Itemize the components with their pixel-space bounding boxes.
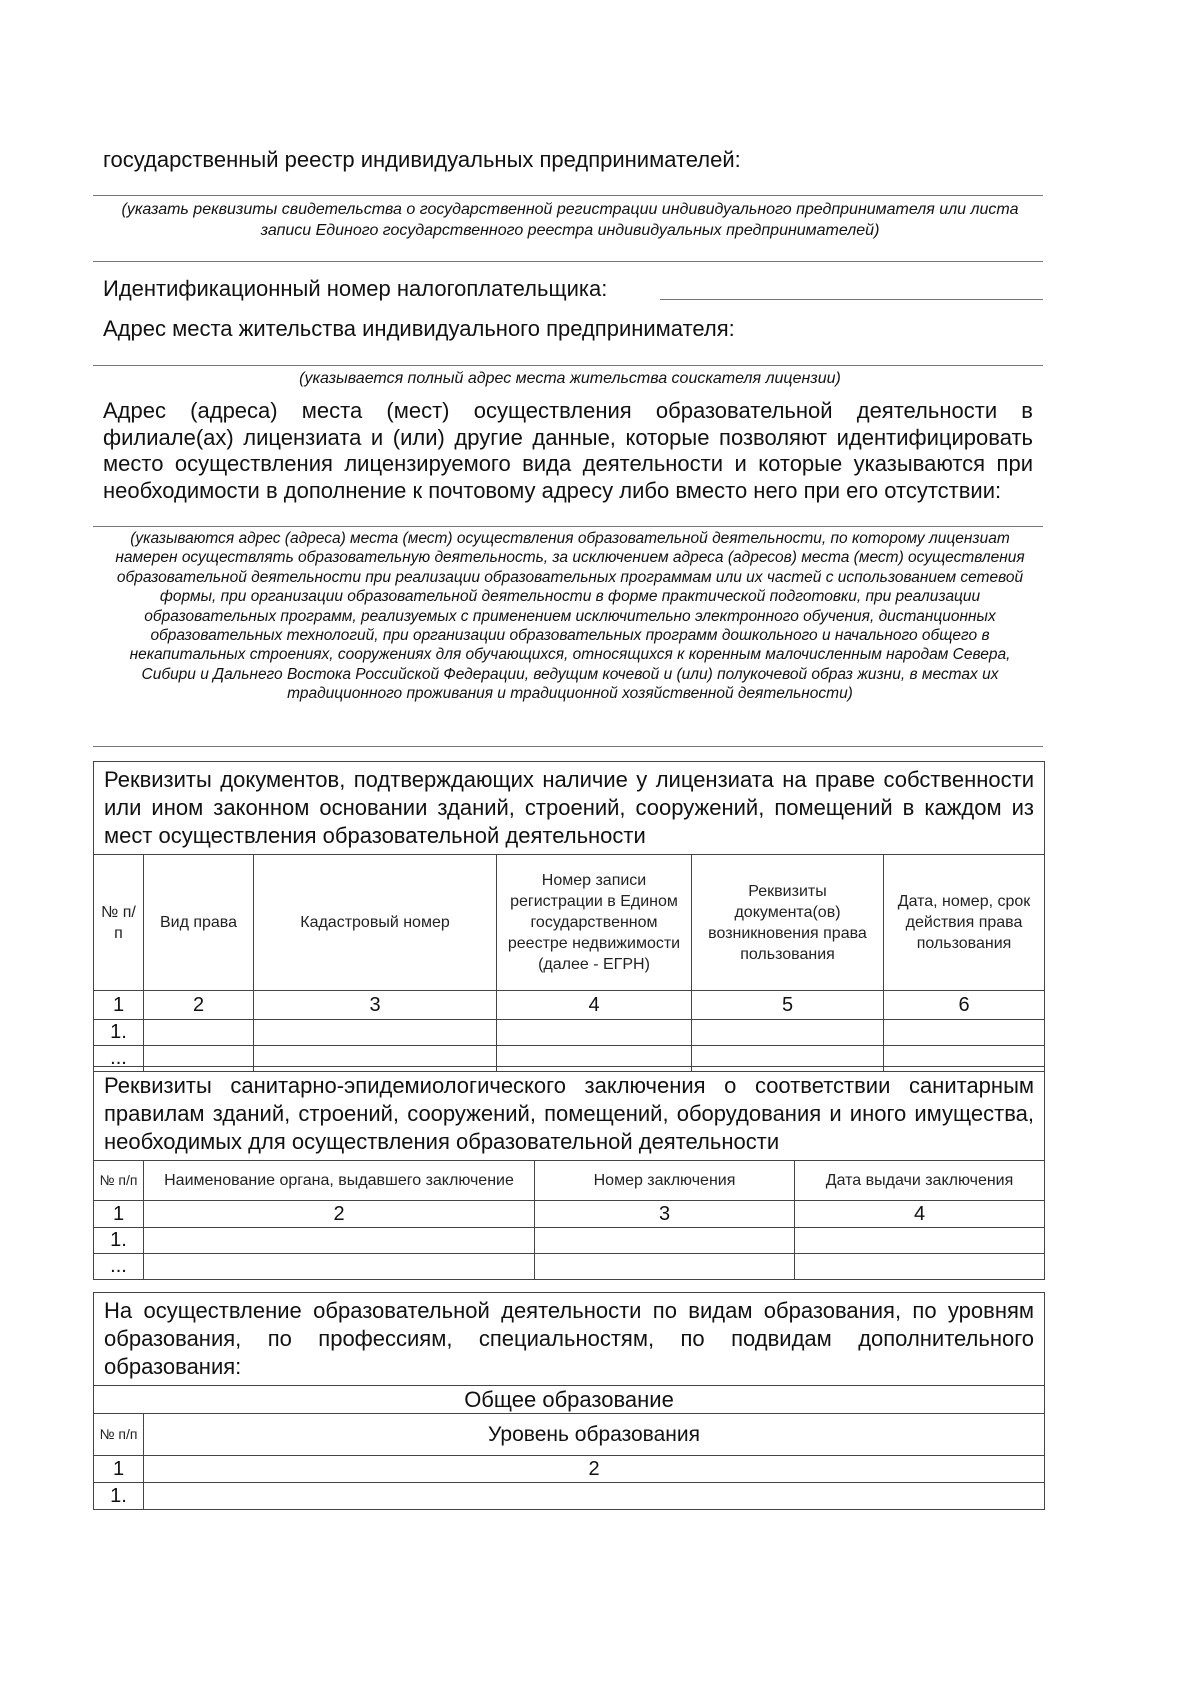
table2-num-3: 3: [535, 1201, 795, 1228]
table2-header-authority: Наименование органа, выдавшего заключение: [144, 1161, 535, 1201]
table1-header-right-type: Вид права: [144, 855, 254, 991]
table-row: [94, 1020, 1045, 1046]
table2-header-number: № п/п: [94, 1161, 144, 1201]
table1-header-number: № п/п: [94, 855, 144, 991]
address-note: (указывается полный адрес места жительства соискателя лицензии): [299, 370, 841, 387]
places-field-line[interactable]: [93, 526, 1043, 527]
table-row: [94, 1483, 1045, 1510]
table1-header-egrn: Номер записи регистрации в Едином государственном реестре недвижимости (далее - ЕГРН): [497, 855, 692, 991]
registry-field-line-2[interactable]: [93, 261, 1043, 262]
table2-cell[interactable]: [795, 1228, 1045, 1254]
table2-cell[interactable]: [144, 1228, 535, 1254]
table1-header-date: Дата, номер, срок действия права пользования: [884, 855, 1045, 991]
table1-cell[interactable]: [254, 1020, 497, 1046]
table1-header-cadastral: Кадастровый номер: [254, 855, 497, 991]
table2-row-label: 1.: [94, 1228, 144, 1254]
places-field-line-2[interactable]: [93, 746, 1043, 747]
table2-caption: Реквизиты санитарно-эпидемиологического заключения о соответствии санитарным правилам зданий, строений, сооружений, помещений, оборудования и иного имущества, необходимых для осуществления образовательной деятельности: [94, 1067, 1045, 1161]
registry-note: (указать реквизиты свидетельства о государственной регистрации индивидуального предпринимателя или листа записи Единого государственного реестра индивидуальных предпринимателей): [121, 201, 1019, 239]
table1-num-2: 2: [144, 991, 254, 1020]
table1-num-6: 6: [884, 991, 1045, 1020]
inn-label: Идентификационный номер налогоплательщика:: [103, 276, 608, 301]
table2-cell[interactable]: [535, 1228, 795, 1254]
table1-num-4: 4: [497, 991, 692, 1020]
table2-cell[interactable]: [144, 1254, 535, 1280]
table1-num-5: 5: [692, 991, 884, 1020]
table3-row-label: 1.: [94, 1483, 144, 1510]
table1-cell[interactable]: [497, 1020, 692, 1046]
table1-num-1: 1: [94, 991, 144, 1020]
address-field-line[interactable]: [93, 365, 1043, 366]
education-levels-table: [93, 1292, 1045, 1510]
table2-cell[interactable]: [535, 1254, 795, 1280]
table-row: [94, 1254, 1045, 1280]
table1-cell[interactable]: [144, 1020, 254, 1046]
table3-caption: На осуществление образовательной деятельности по видам образования, по уровням образования, по профессиям, специальностям, по подвидам дополнительного образования:: [94, 1293, 1045, 1386]
inn-field-line[interactable]: [660, 299, 1043, 300]
places-paragraph: Адрес (адреса) места (мест) осуществления образовательной деятельности в филиале(ах) лицензиата и (или) другие данные, которые позволяют идентифицировать место осуществления лицензируемого вида деятельности и которые указываются при необходимости в дополнение к почтовому адресу либо вместо него при его отсутствии:: [103, 398, 1033, 503]
table1-cell[interactable]: [692, 1020, 884, 1046]
registry-line: государственный реестр индивидуальных предпринимателей:: [103, 147, 741, 172]
sanitary-conclusion-table: [93, 1066, 1045, 1280]
table2-num-2: 2: [144, 1201, 535, 1228]
table3-num-2: 2: [144, 1456, 1045, 1483]
table3-header-level: Уровень образования: [144, 1414, 1045, 1456]
registry-field-line[interactable]: [93, 195, 1043, 196]
table2-cell[interactable]: [795, 1254, 1045, 1280]
table2-num-4: 4: [795, 1201, 1045, 1228]
table2-header-conclusion-number: Номер заключения: [535, 1161, 795, 1201]
table3-header-number: № п/п: [94, 1414, 144, 1456]
address-label: Адрес места жительства индивидуального предпринимателя:: [103, 316, 735, 341]
table1-row-label: 1.: [94, 1020, 144, 1046]
table1-caption: Реквизиты документов, подтверждающих наличие у лицензиата на праве собственности или ином законном основании зданий, строений, сооружений, помещений в каждом из мест осуществления образовательной деятельности: [94, 762, 1045, 855]
table3-num-1: 1: [94, 1456, 144, 1483]
places-note: (указываются адрес (адреса) места (мест) осуществления образовательной деятельности, по которому лицензиат намерен осуществлять образовательную деятельность, за исключением адреса (адресов) места (мест) осуществления образовательной деятельности при реализации образовательных программам или их частей с использованием сетевой формы, при организации образовательной деятельности в форме практической подготовки, при реализации образовательных программ, реализуемых с применением исключительно электронного обучения, дистанционных образовательных технологий, при организации образовательных программ дошкольного и начального общего в некапитальных строениях, сооружениях для обучающихся, относящихся к коренным малочисленным народам Севера, Сибири и Дальнего Востока Российской Федерации, ведущим кочевой и (или) полукочевой образ жизни, в местах их традиционного проживания и традиционной хозяйственной деятельности): [115, 530, 1025, 703]
table1-cell[interactable]: [884, 1020, 1045, 1046]
table2-num-1: 1: [94, 1201, 144, 1228]
table3-section-title: Общее образование: [94, 1386, 1045, 1414]
property-documents-table: [93, 761, 1045, 1072]
table-row: [94, 1228, 1045, 1254]
table1-header-document: Реквизиты документа(ов) возникновения права пользования: [692, 855, 884, 991]
table1-row-label: ...: [94, 1046, 144, 1072]
table3-cell[interactable]: [144, 1483, 1045, 1510]
table2-row-label: ...: [94, 1254, 144, 1280]
table1-num-3: 3: [254, 991, 497, 1020]
table2-header-issue-date: Дата выдачи заключения: [795, 1161, 1045, 1201]
